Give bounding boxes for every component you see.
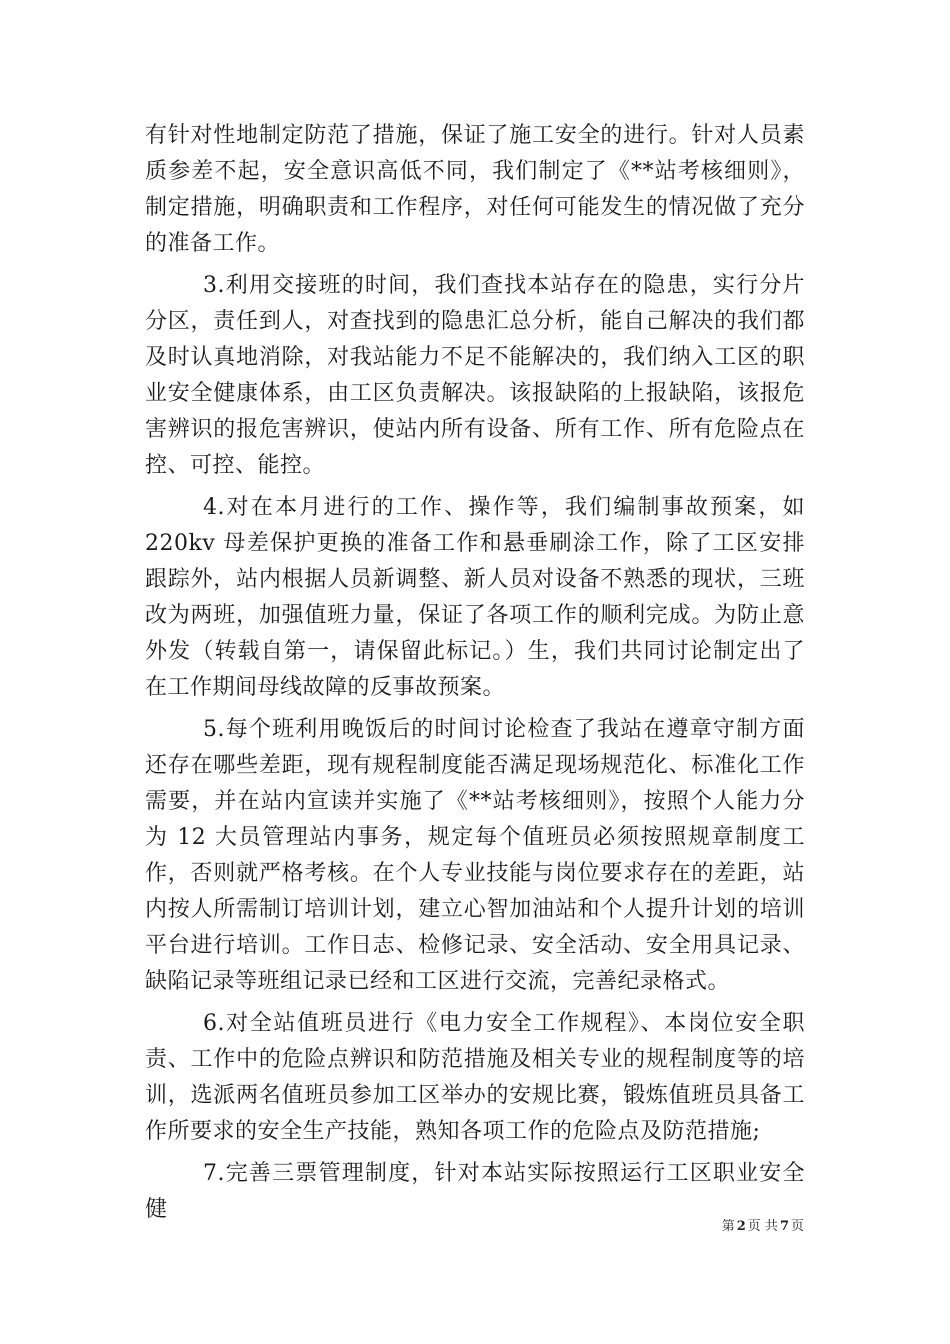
paragraph-continuation: 有针对性地制定防范了措施，保证了施工安全的进行。针对人员素质参差不起，安全意识高低不同，我们制定了《**站考核细则》，制定措施，明确职责和工作程序，对任何可能发生的情况做了充分的准备工作。 bbox=[145, 123, 805, 256]
paragraph-item-6: 6.对全站值班员进行《电力安全工作规程》、本岗位安全职责、工作中的危险点辨识和防范措施及相关专业的规程制度等的培训，选派两名值班员参加工区举办的安规比赛，锻炼值班员具备工作所要求的安全生产技能，熟知各项工作的危险点及防范措施; bbox=[145, 1011, 805, 1144]
paragraph-item-4: 4.对在本月进行的工作、操作等，我们编制事故预案，如220kv 母差保护更换的准备工作和悬垂刷涂工作，除了工区安排跟踪外，站内根据人员新调整、新人员对设备不熟悉的现状，三班改为两班，加强值班力量，保证了各项工作的顺利完成。为防止意外发（转载自第一，请保留此标记。）生，我们共同讨论制定出了在工作期间母线故障的反事故预案。 bbox=[145, 495, 805, 700]
paragraph-item-5: 5.每个班利用晚饭后的时间讨论检查了我站在遵章守制方面还存在哪些差距，现有规程制度能否满足现场规范化、标准化工作需要，并在站内宣读并实施了《**站考核细则》，按照个人能力分为 12 大员管理站内事务，规定每个值班员必须按照规章制度工作，否则就严格考核。在个人专业技能与岗位要求存在的差距，站内按人所需制订培训计划，建立心智加油站和个人提升计划的培训平台进行培训。工作日志、检修记录、安全活动、安全用具记录、缺陷记录等班组记录已经和工区进行交流，完善纪录格式。 bbox=[145, 717, 805, 994]
paragraph-item-7: 7.完善三票管理制度，针对本站实际按照运行工区职业安全健 bbox=[145, 1161, 805, 1222]
footer-suffix: 页 bbox=[790, 1219, 804, 1234]
current-page-number: 2 bbox=[736, 1219, 746, 1234]
footer-prefix: 第 bbox=[721, 1219, 735, 1234]
total-page-number: 7 bbox=[779, 1219, 789, 1234]
body-text bbox=[145, 118, 805, 1234]
footer-middle: 页 共 bbox=[747, 1219, 778, 1234]
page-footer bbox=[722, 1218, 804, 1236]
paragraph-item-3: 3.利用交接班的时间，我们查找本站存在的隐患，实行分片分区，责任到人，对查找到的隐患汇总分析，能自己解决的我们都及时认真地消除，对我站能力不足不能解决的，我们纳入工区的职业安全健康体系，由工区负责解决。该报缺陷的上报缺陷，该报危害辨识的报危害辨识，使站内所有设备、所有工作、所有危险点在控、可控、能控。 bbox=[145, 273, 805, 478]
